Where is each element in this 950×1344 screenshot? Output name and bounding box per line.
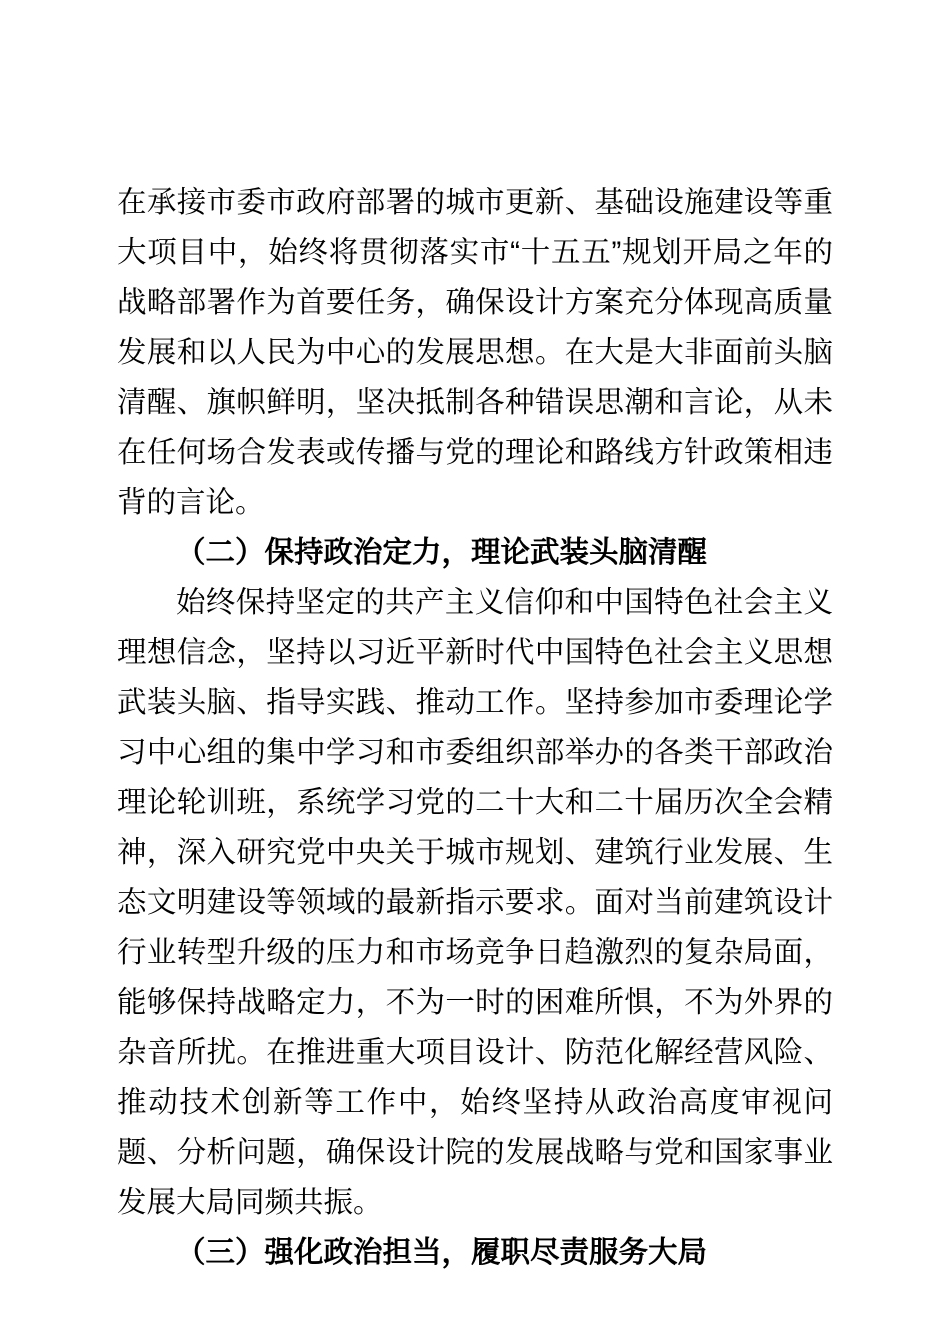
heading-section-two: （二）保持政治定力，理论武装头脑清醒 [176,536,708,569]
paragraph-section-two-body: 始终保持坚定的共产主义信仰和中国特色社会主义理想信念，坚持以习近平新时代中国特色社会主义思想武装头脑、指导实践、推动工作。坚持参加市委理论学习中心组的集中学习和市委组织部举办的各类干部政治理论轮训班，系统学习党的二十大和二十届历次全会精神，深入研究党中央关于城市规划、建筑行业发展、生态文明建设等领域的最新指示要求。面对当前建筑设计行业转型升级的压力和市场竞争日趋激烈的复杂局面，能够保持战略定力，不为一时的困难所惧，不为外界的杂音所扰。在推进重大项目设计、防范化解经营风险、推动技术创新等工作中，始终坚持从政治高度审视问题、分析问题，确保设计院的发展战略与党和国家事业发展大局同频共振。 [117,586,833,1219]
paragraph-continuation-political-stance: 在承接市委市政府部署的城市更新、基础设施建设等重大项目中，始终将贯彻落实市“十五五”规划开局之年的战略部署作为首要任务，确保设计方案充分体现高质量发展和以人民为中心的发展思想。在大是大非面前头脑清醒、旗帜鲜明，坚决抵制各种错误思潮和言论，从未在任何场合发表或传播与党的理论和路线方针政策相违背的言论。 [117,186,833,519]
heading-section-three: （三）强化政治担当，履职尽责服务大局 [176,1236,708,1269]
document-body [117,178,833,1278]
